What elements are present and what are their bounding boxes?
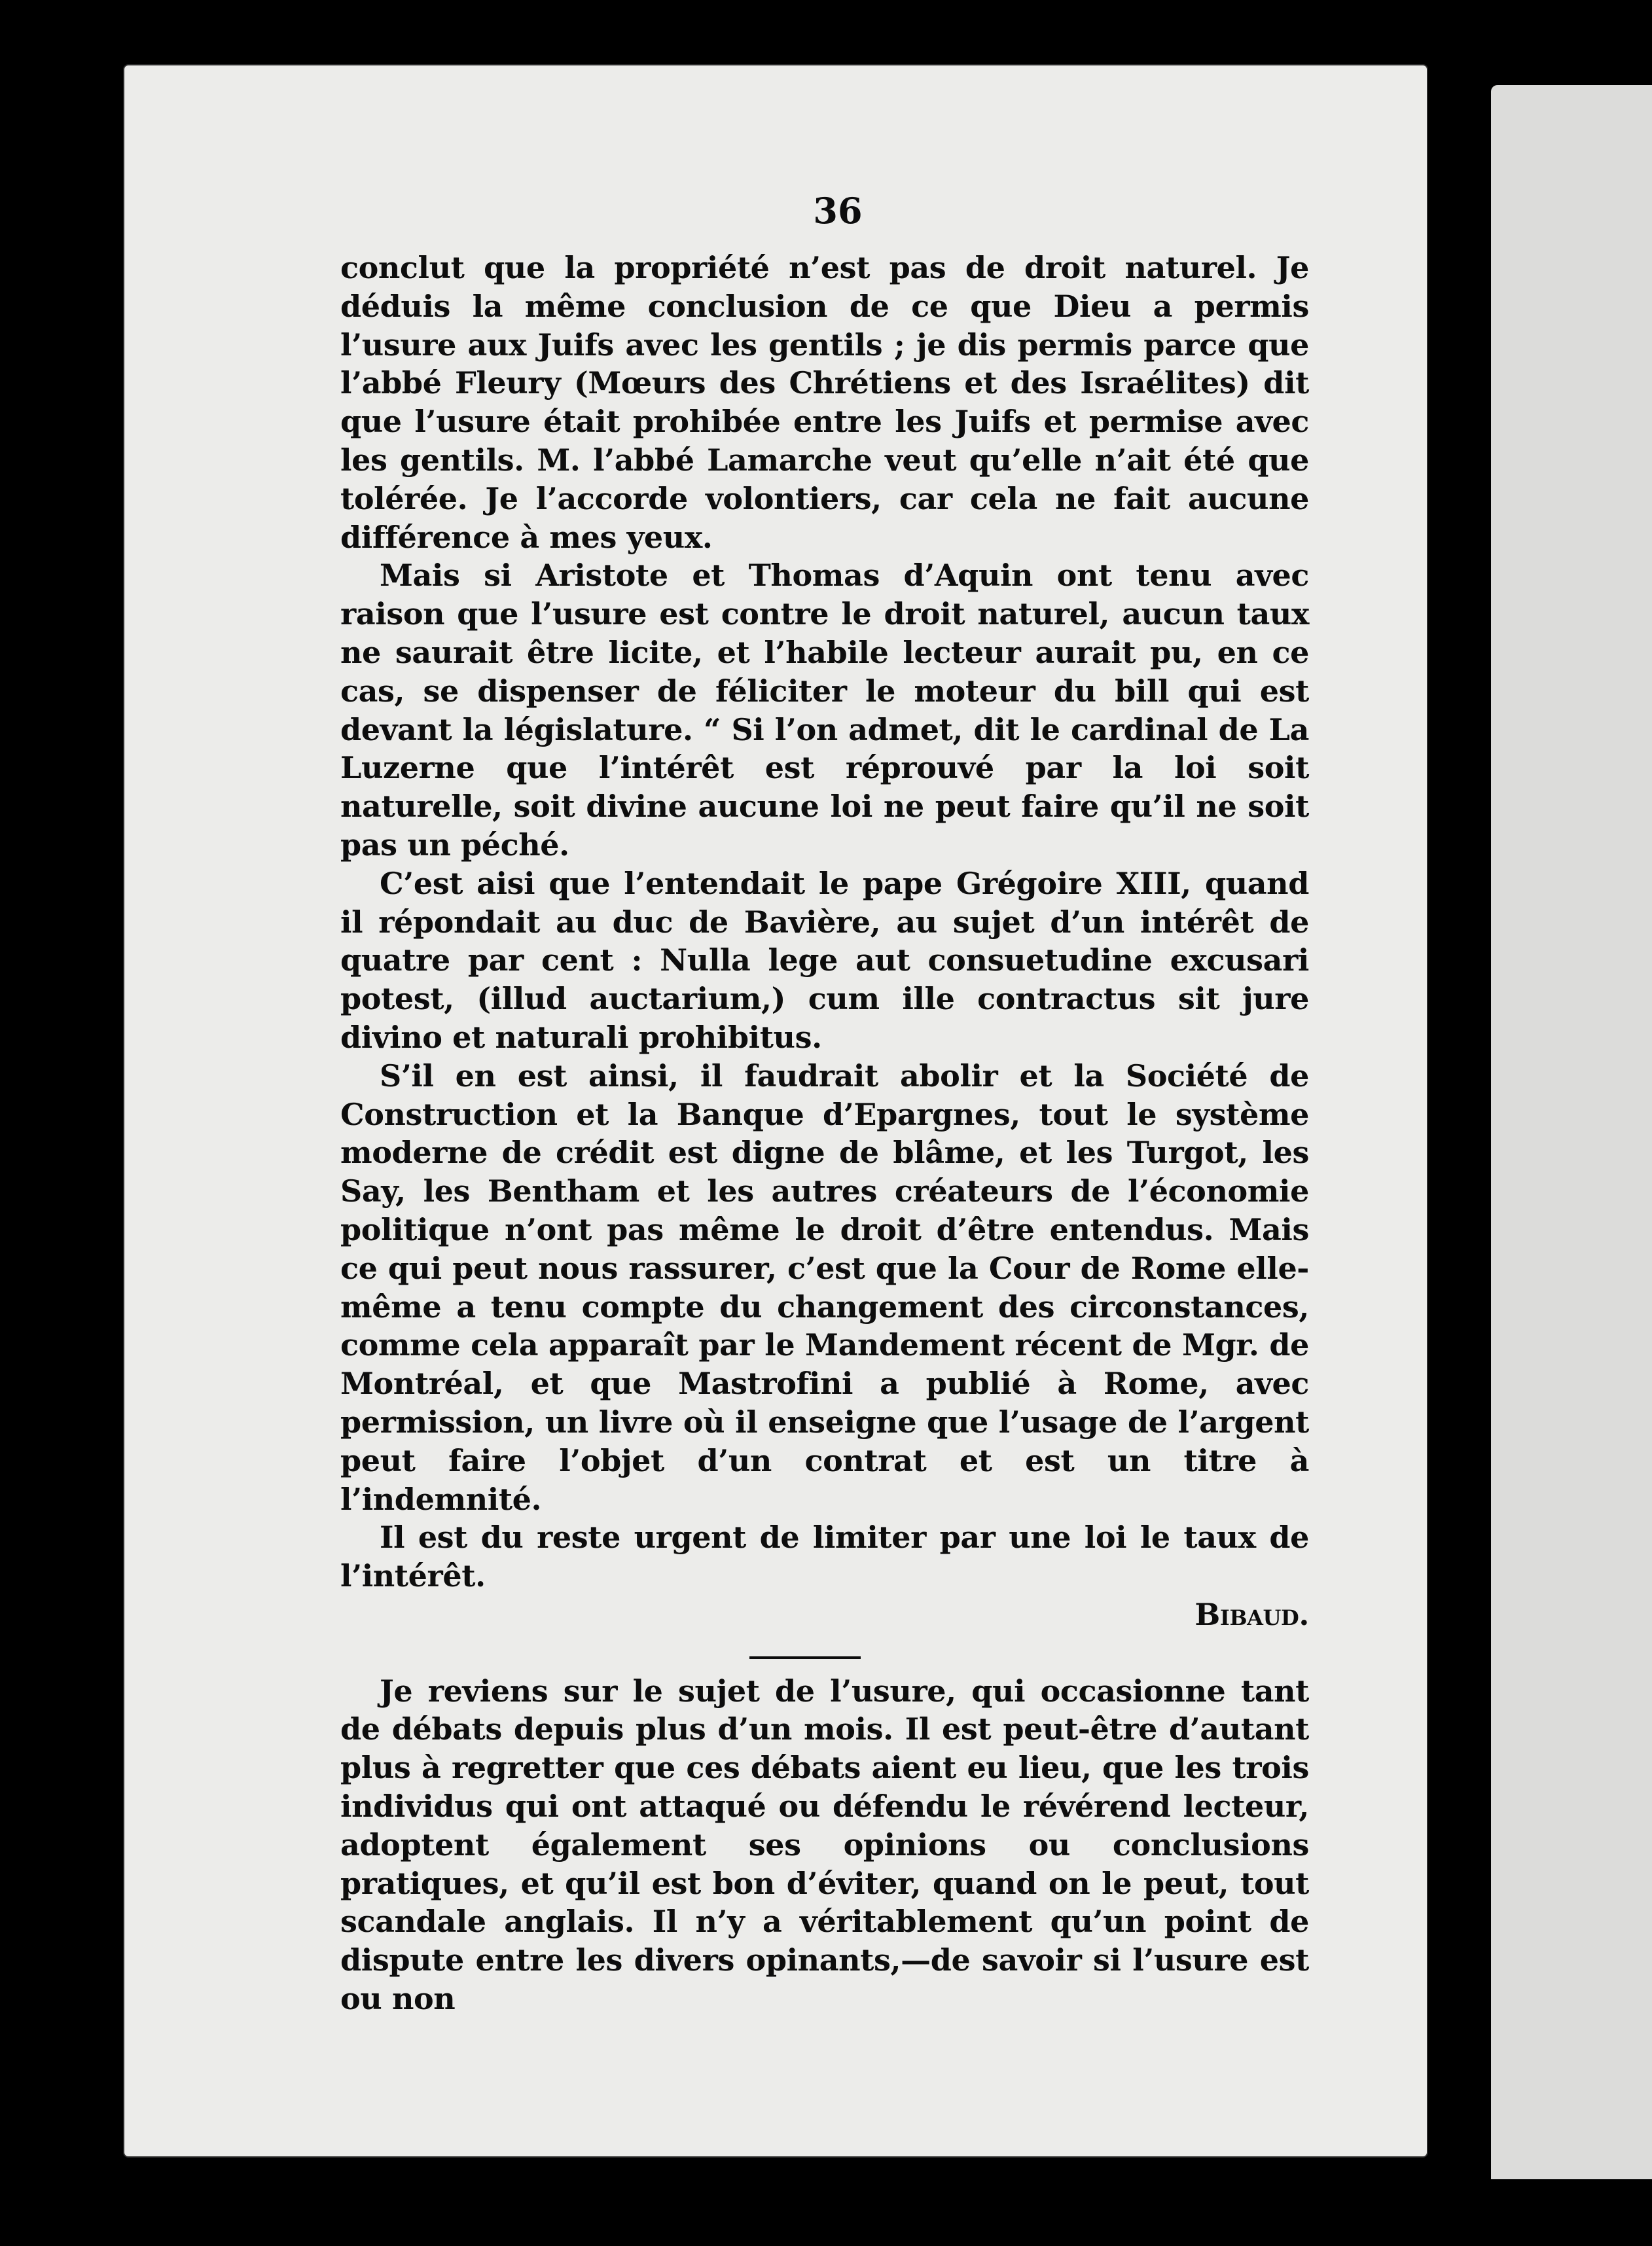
paragraph-3: C’est aisi que l’entendait le pape Grégoire XIII, quand il répondait au duc de Bavière, au sujet d’un intérêt de quatre par cent : Nulla lege aut consuetudine excusari potest, (illud auctarium,) cum ille contractus sit jure divino et naturali prohibitus. [340,865,1309,1055]
section-divider [749,1656,861,1659]
bleed-through-marks [301,249,310,279]
signature: Bibaud. [1194,1596,1309,1632]
paragraph-5: Il est du reste urgent de limiter par une loi le taux de l’intérêt. [340,1520,1309,1594]
paragraph-2: Mais si Aristote et Thomas d’Aquin ont tenu avec raison que l’usure est contre le droit naturel, aucun taux ne saurait être licite, et l’habile lecteur aurait pu, en ce cas, se dispenser de féliciter le moteur du bill qui est devant la législature. “ Si l’on admet, dit le cardinal de La Luzerne que l’intérêt est réprouvé par la loi soit naturelle, soit divine aucune loi ne peut faire qu’il ne soit pas un péché. [340,558,1309,863]
paragraph-1: conclut que la propriété n’est pas de droit naturel. Je déduis la même conclusion de ce que Dieu a permis l’usure aux Juifs avec les gentils ; je dis permis parce que l’abbé Fleury (Mœurs des Chrétiens et des Israélites) dit que l’usure était prohibée entre les Juifs et permise avec les gentils. M. l’abbé Lamarche veut qu’elle n’ait été que tolérée. Je l’accorde volontiers, car cela ne fait aucune différence à mes yeux. [340,250,1309,555]
paragraph-4: S’il en est ainsi, il faudrait abolir et la Société de Construction et la Banque d’Epargnes, tout le système moderne de crédit est digne de blâme, et les Turgot, les Say, les Bentham et les autres créateurs de l’économie politique n’ont pas même le droit d’être entendus. Mais ce qui peut nous rassurer, c’est que la Cour de Rome elle-même a tenu compte du changement des circonstances, comme cela apparaît par le Mandement récent de Mgr. de Montréal, et que Mastrofini a publié à Rome, avec permission, un livre où il enseigne que l’usage de l’argent peut faire l’objet d’un contrat et est un titre à l’indemnité. [340,1058,1309,1517]
adjacent-page-edge [1491,85,1652,2179]
page-number: 36 [813,190,863,232]
body-text [340,249,1309,2018]
paragraph-6: Je reviens sur le sujet de l’usure, qui occasionne tant de débats depuis plus d’un mois. Il est peut-être d’autant plus à regretter que ces débats aient eu lieu, que les trois individus qui ont attaqué ou défendu le révérend lecteur, adoptent également ses opinions ou conclusions pratiques, et qu’il est bon d’éviter, quand on le peut, tout scandale anglais. Il n’y a véritablement qu’un point de dispute entre les divers opinants,—de savoir si l’usure est ou non [340,1673,1309,2017]
